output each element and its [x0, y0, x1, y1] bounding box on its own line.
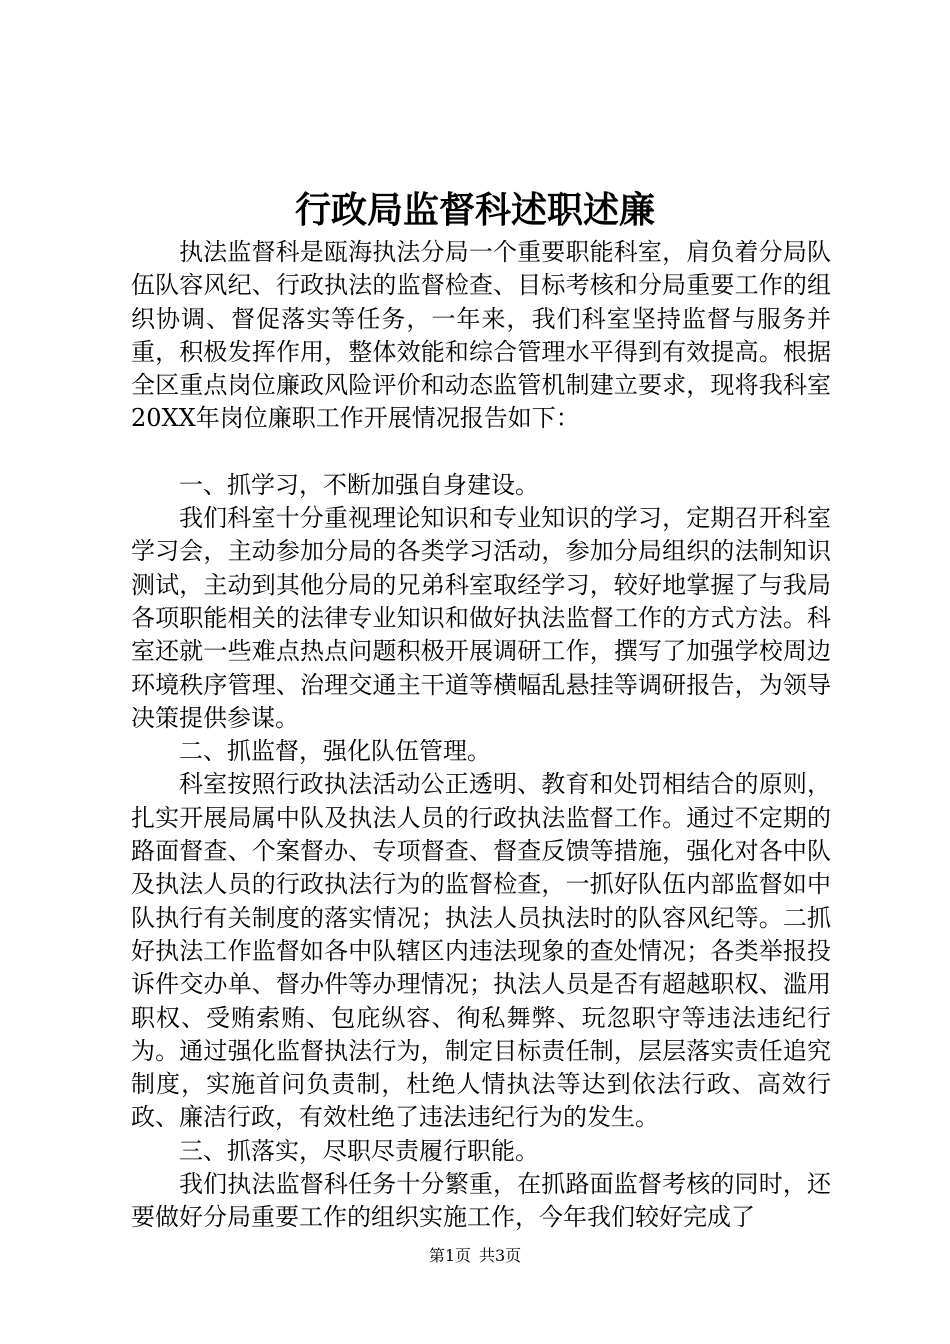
- document-body: [131, 236, 831, 1235]
- page-total: 共3页: [479, 1246, 522, 1265]
- section-heading-3: 三、抓落实，尽职尽责履行职能。: [179, 1136, 539, 1165]
- section-paragraph-3: 我们执法监督科任务十分繁重，在抓路面监督考核的同时，还要做好分局重要工作的组织实施工作，今年我们较好完成了: [131, 1170, 831, 1232]
- section-paragraph-1: 我们科室十分重视理论知识和专业知识的学习，定期召开科室学习会，主动参加分局的各类学习活动，参加分局组织的法制知识测试，主动到其他分局的兄弟科室取经学习，较好地掌握了与我局各项职能相关的法律专业知识和做好执法监督工作的方式方法。科室还就一些难点热点问题积极开展调研工作，撰写了加强学校周边环境秩序管理、治理交通主干道等横幅乱悬挂等调研报告，为领导决策提供参谋。: [131, 504, 831, 732]
- section-paragraph-2: 科室按照行政执法活动公正透明、教育和处罚相结合的原则，扎实开展局属中队及执法人员的行政执法监督工作。通过不定期的路面督查、个案督办、专项督查、督查反馈等措施，强化对各中队及执法人员的行政执法行为的监督检查，一抓好队伍内部监督如中队执行有关制度的落实情况；执法人员执法时的队容风纪等。二抓好执法工作监督如各中队辖区内违法现象的查处情况；各类举报投诉件交办单、督办件等办理情况；执法人员是否有超越职权、滥用职权、受贿索贿、包庇纵容、徇私舞弊、玩忽职守等违法违纪行为。通过强化监督执法行为，制定目标责任制，层层落实责任追究制度，实施首问负责制，杜绝人情执法等达到依法行政、高效行政、廉洁行政，有效杜绝了违法违纪行为的发生。: [131, 770, 831, 1132]
- section-heading-2: 二、抓监督，强化队伍管理。: [179, 737, 491, 766]
- page-footer: [0, 1245, 950, 1267]
- document-title: 行政局监督科述职述廉: [294, 189, 655, 231]
- page-number: 第1页: [428, 1246, 471, 1265]
- section-heading-1: 一、抓学习，不断加强自身建设。: [179, 470, 539, 499]
- intro-paragraph: 执法监督科是瓯海执法分局一个重要职能科室，肩负着分局队伍队容风纪、行政执法的监督检查、目标考核和分局重要工作的组织协调、督促落实等任务，一年来，我们科室坚持监督与服务并重，积极发挥作用，整体效能和综合管理水平得到有效提高。根据全区重点岗位廉政风险评价和动态监管机制建立要求，现将我科室20XX年岗位廉职工作开展情况报告如下：: [131, 238, 831, 433]
